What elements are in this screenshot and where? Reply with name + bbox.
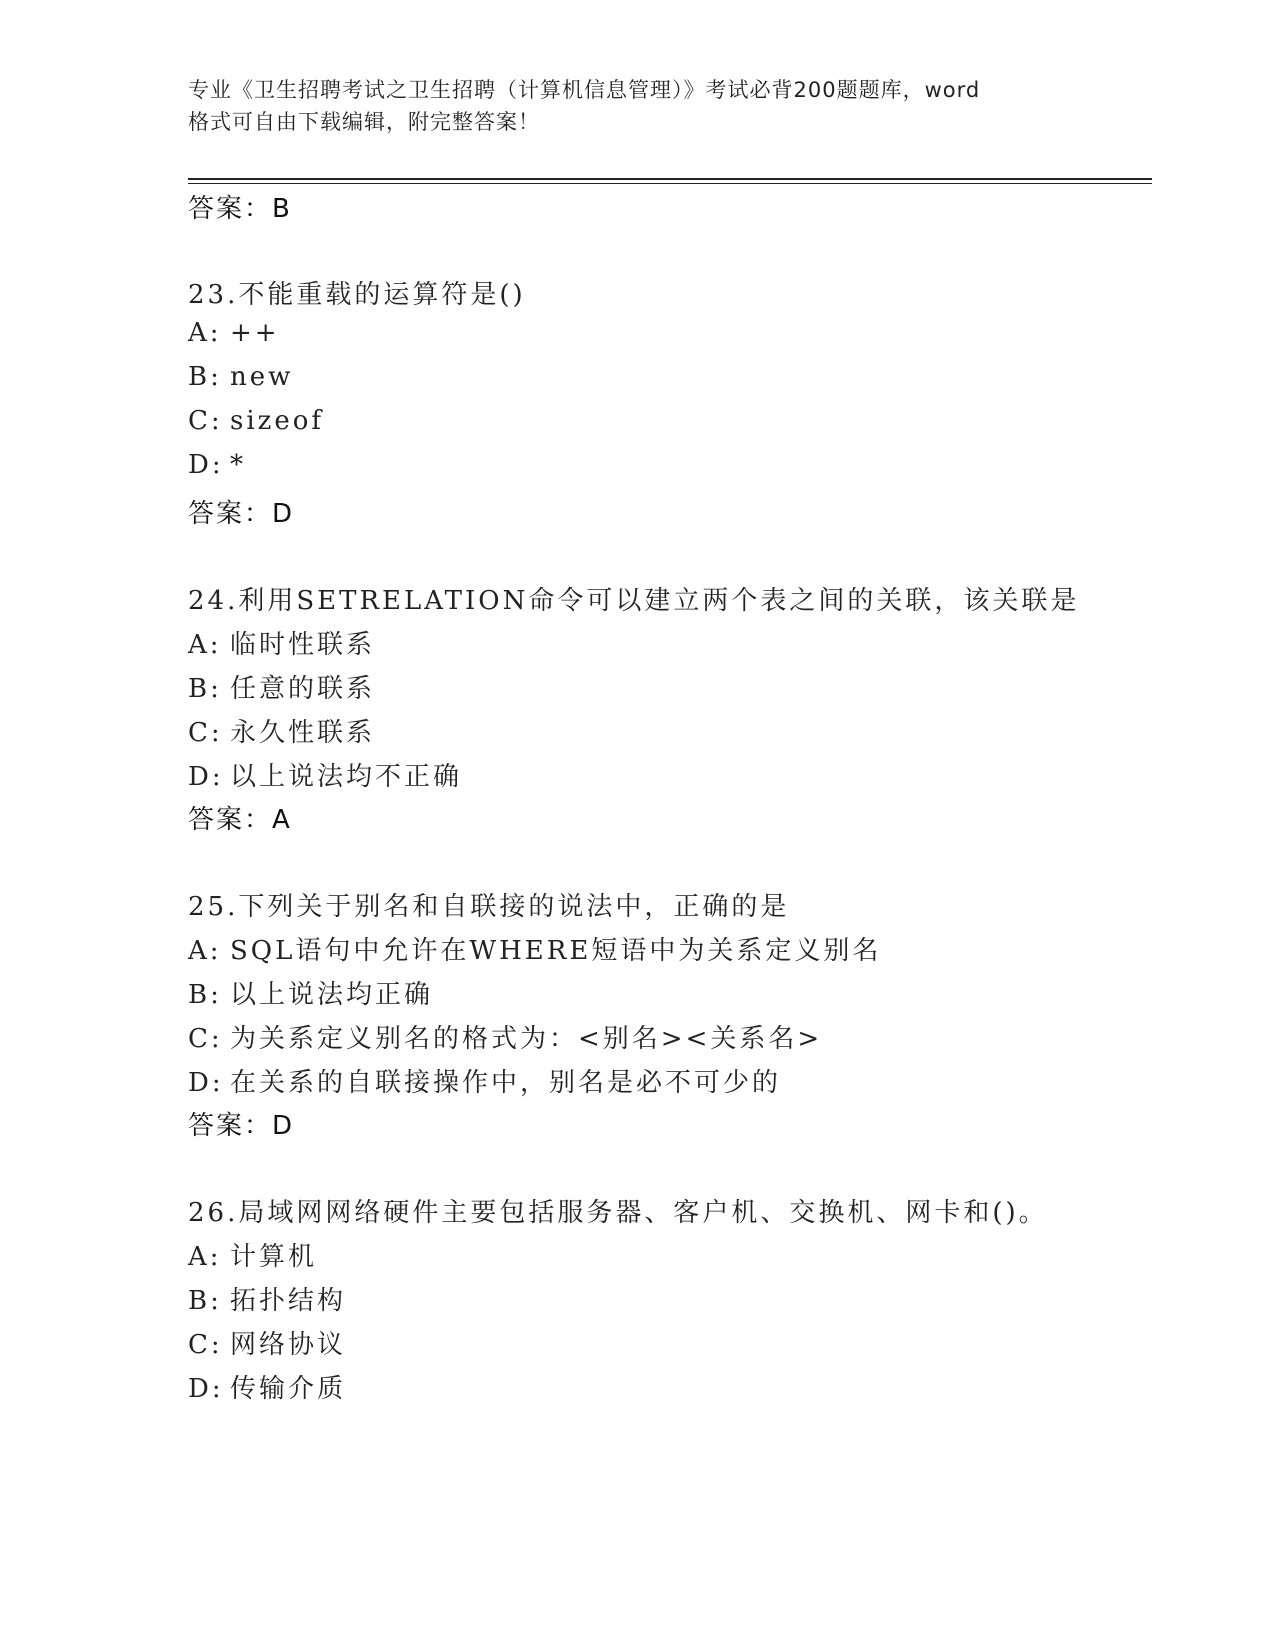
option-text: ++ xyxy=(230,318,280,348)
option-a xyxy=(188,624,375,661)
option-letter: D: xyxy=(188,1374,224,1404)
option-text: 永久性联系 xyxy=(230,718,376,748)
option-text: new xyxy=(230,362,294,392)
option-letter: C: xyxy=(188,406,223,436)
option-c xyxy=(188,406,324,436)
option-letter: B: xyxy=(188,1286,222,1316)
option-letter: D: xyxy=(188,762,224,792)
option-letter: A: xyxy=(188,936,222,966)
option-b xyxy=(188,668,375,705)
question-stem: 23.不能重载的运算符是() xyxy=(188,280,526,310)
option-b xyxy=(188,974,433,1011)
option-d xyxy=(188,1368,346,1405)
option-letter: A: xyxy=(188,318,222,348)
option-letter: D: xyxy=(188,450,224,480)
option-letter: B: xyxy=(188,980,222,1010)
question-stem: 24.利用SETRELATION命令可以建立两个表之间的关联，该关联是 xyxy=(188,586,1080,616)
header-line-2: 格式可自由下载编辑，附完整答案！ xyxy=(188,110,540,134)
option-text: 以上说法均正确 xyxy=(230,980,434,1010)
option-text: 网络协议 xyxy=(230,1330,347,1360)
answer-line: 答案：D xyxy=(188,1111,295,1141)
option-a xyxy=(188,1236,317,1273)
option-letter: A: xyxy=(188,630,222,660)
option-text: SQL语句中允许在WHERE短语中为关系定义别名 xyxy=(230,936,882,966)
option-letter: C: xyxy=(188,1330,223,1360)
option-text: 以上说法均不正确 xyxy=(230,762,463,792)
answer-line: 答案：D xyxy=(188,499,295,529)
document-header xyxy=(188,74,1088,138)
header-line-1: 专业《卫生招聘考试之卫生招聘（计算机信息管理）》考试必背200题题库，word xyxy=(188,78,981,102)
option-text: * xyxy=(230,450,246,480)
option-d xyxy=(188,450,246,480)
option-a xyxy=(188,318,280,348)
answer-line: 答案：A xyxy=(188,805,292,835)
option-d xyxy=(188,1062,781,1099)
option-text: 为关系定义别名的格式为：<别名><关系名> xyxy=(230,1024,823,1054)
option-letter: C: xyxy=(188,718,223,748)
question-stem: 26.局域网网络硬件主要包括服务器、客户机、交换机、网卡和()。 xyxy=(188,1198,1048,1228)
header-divider xyxy=(188,178,1152,184)
option-c xyxy=(188,712,375,749)
option-text: 任意的联系 xyxy=(230,674,376,704)
option-text: 计算机 xyxy=(230,1242,318,1272)
option-letter: A: xyxy=(188,1242,222,1272)
option-text: 临时性联系 xyxy=(230,630,376,660)
option-text: 拓扑结构 xyxy=(230,1286,347,1316)
option-d xyxy=(188,756,462,793)
option-letter: C: xyxy=(188,1024,223,1054)
option-b xyxy=(188,362,293,392)
option-letter: B: xyxy=(188,674,222,704)
answer-line: 答案：B xyxy=(188,194,292,224)
option-a xyxy=(188,930,881,967)
option-b xyxy=(188,1280,346,1317)
option-letter: D: xyxy=(188,1068,224,1098)
option-text: sizeof xyxy=(230,406,325,436)
option-text: 传输介质 xyxy=(230,1374,347,1404)
question-stem: 25.下列关于别名和自联接的说法中，正确的是 xyxy=(188,892,790,922)
option-c xyxy=(188,1324,346,1361)
option-c xyxy=(188,1018,822,1055)
option-letter: B: xyxy=(188,362,222,392)
option-text: 在关系的自联接操作中，别名是必不可少的 xyxy=(230,1068,782,1098)
